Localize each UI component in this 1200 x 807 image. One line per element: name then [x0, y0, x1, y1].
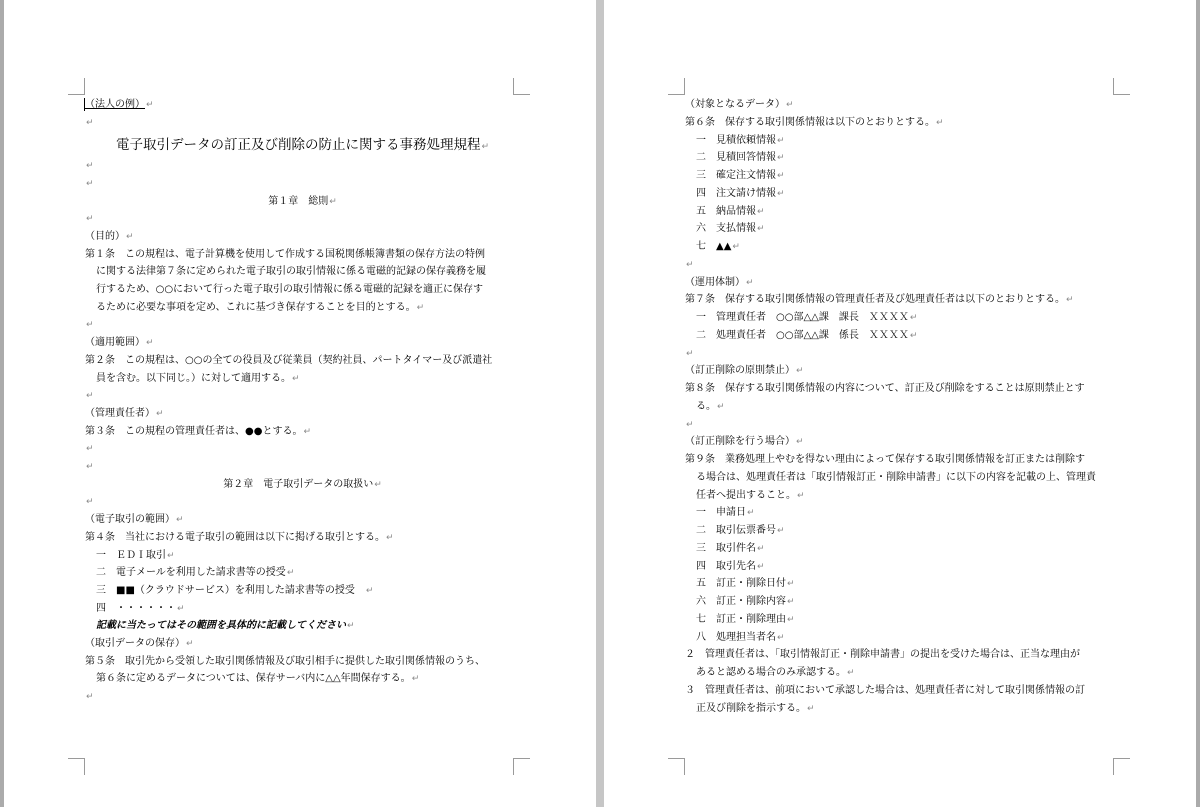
line-text: 第２章 電子取引データの取扱い: [223, 478, 374, 490]
paragraph-line: [696, 327, 917, 345]
line-text: る。: [696, 400, 716, 412]
paragraph-line: [685, 380, 1085, 398]
paragraph-line: [696, 132, 785, 150]
line-text: 二 電子メールを利用した請求書等の授受: [96, 567, 286, 579]
paragraph-mark-icon: ↵: [686, 348, 694, 359]
paragraph-line: [85, 96, 154, 114]
paragraph-line: [696, 203, 765, 221]
paragraph-line: [696, 558, 765, 576]
line-text: （対象となるデータ）: [685, 99, 785, 110]
line-text: 記載に当たってはその範囲を具体的に記載してください: [96, 620, 346, 632]
paragraph-line: [696, 309, 917, 327]
line-text: 一 見積依頼情報: [696, 134, 776, 146]
line-text: るために必要な事項を定め、これに基づき保存することを目的とする。: [96, 301, 416, 313]
paragraph-mark-icon: ↵: [747, 508, 755, 519]
paragraph-mark-icon: ↵: [797, 490, 805, 501]
paragraph-line: [696, 149, 785, 167]
line-text: る場合は、処理責任者は「取引情報訂正・削除申請書」に以下の内容を記載の上、管理責: [696, 471, 1096, 483]
line-text: ３ 管理責任者は、前項において承認した場合は、処理責任者に対して取引関係情報の訂: [685, 684, 1085, 696]
line-text: 一 管理責任者 ○○部△△課 課長 ＸＸＸＸ: [696, 312, 909, 323]
paragraph-mark-icon: ↵: [186, 639, 194, 649]
paragraph-line: [696, 593, 795, 611]
paragraph-mark-icon: ↵: [807, 703, 815, 714]
paragraph-mark-icon: ↵: [167, 550, 175, 561]
paragraph-line: [696, 185, 785, 203]
paragraph-mark-icon: ↵: [787, 579, 795, 590]
paragraph-line: [85, 193, 520, 211]
line-text: 第３条 この規程の管理責任者は、●●とする。: [85, 425, 303, 437]
paragraph-line: [696, 611, 795, 629]
line-text: 行するため、○○において行った電子取引の取引情報に係る電磁的記録を適正に保存す: [96, 284, 484, 295]
paragraph-mark-icon: ↵: [909, 330, 918, 341]
empty-paragraph: [685, 416, 694, 434]
paragraph-mark-icon: ↵: [777, 632, 785, 643]
line-text: 員を含む。以下同じ。）に対して適用する。: [96, 372, 291, 384]
paragraph-mark-icon: ↵: [746, 277, 754, 288]
paragraph-line: [85, 653, 485, 671]
margin-corner-top-right: [1113, 78, 1130, 95]
paragraph-line: [685, 433, 804, 451]
line-text: 第５条 取引先から受領した取引関係情報及び取引相手に提供した取引関係情報のうち、: [85, 655, 485, 667]
paragraph-mark-icon: ↵: [777, 153, 785, 164]
line-text: （訂正削除の原則禁止）: [685, 365, 795, 377]
paragraph-line: [685, 682, 1085, 700]
paragraph-mark-icon: ↵: [86, 444, 94, 455]
paragraph-line: [85, 352, 492, 370]
paragraph-mark-icon: ↵: [777, 188, 785, 199]
margin-corner-bottom-left: [68, 758, 85, 775]
paragraph-line: [85, 511, 184, 529]
empty-paragraph: [85, 175, 94, 193]
empty-paragraph: [685, 256, 694, 274]
paragraph-mark-icon: ↵: [286, 568, 295, 579]
line-text: 第２条 この規程は、○○の全ての役員及び従業員（契約社員、パートタイマー及び派遣社: [85, 354, 493, 366]
document-page-right[interactable]: [604, 0, 1196, 807]
paragraph-line: [696, 522, 785, 540]
line-text: 第１章 総則: [268, 195, 329, 207]
paragraph-mark-icon: ↵: [86, 497, 94, 508]
paragraph-mark-icon: ↵: [146, 338, 154, 349]
line-text: 三 ■■（クラウドサービス）を利用した請求書等の授受: [96, 584, 365, 596]
document-page-left[interactable]: [4, 0, 596, 807]
paragraph-mark-icon: ↵: [86, 214, 94, 225]
paragraph-line: [696, 664, 855, 682]
paragraph-mark-icon: ↵: [411, 674, 420, 685]
line-text: （目的）: [85, 230, 125, 242]
paragraph-line: [85, 476, 520, 494]
line-text: 二 処理責任者 ○○部△△課 係長 ＸＸＸＸ: [696, 329, 909, 341]
paragraph-mark-icon: ↵: [374, 479, 382, 490]
paragraph-mark-icon: ↵: [777, 526, 785, 536]
paragraph-line: [85, 246, 485, 264]
paragraph-line: [685, 451, 1085, 469]
paragraph-mark-icon: ↵: [176, 515, 184, 526]
paragraph-mark-icon: ↵: [347, 621, 355, 632]
paragraph-mark-icon: ↵: [787, 614, 795, 625]
line-text: 第８条 保存する取引関係情報の内容について、訂正及び削除をすることは原則禁止とす: [685, 383, 1085, 394]
paragraph-line: [96, 370, 300, 388]
paragraph-line: [96, 600, 185, 618]
line-text: 二 見積回答情報: [696, 152, 776, 164]
paragraph-mark-icon: ↵: [757, 206, 765, 217]
line-text: 三 取引件名: [696, 542, 756, 554]
paragraph-mark-icon: ↵: [777, 135, 785, 146]
margin-corner-bottom-left: [668, 758, 685, 775]
line-text: （法人の例）: [85, 99, 145, 110]
paragraph-line: [696, 700, 815, 718]
paragraph-mark-icon: ↵: [292, 373, 300, 384]
document-title: [85, 135, 520, 157]
line-text: （訂正削除を行う場合）: [685, 436, 795, 448]
line-text: 第４条 当社における電子取引の範囲は以下に掲げる取引とする。: [85, 531, 385, 543]
paragraph-line: [696, 540, 765, 558]
margin-corner-top-left: [668, 78, 685, 95]
empty-paragraph: [85, 210, 94, 228]
line-text: 七 訂正・削除理由: [696, 613, 786, 625]
paragraph-mark-icon: ↵: [156, 408, 164, 419]
paragraph-mark-icon: ↵: [481, 142, 490, 153]
paragraph-mark-icon: ↵: [717, 401, 725, 412]
line-text: 一 申請日: [696, 507, 746, 519]
paragraph-mark-icon: ↵: [177, 603, 185, 614]
line-text: 七 ▲▲: [696, 241, 732, 252]
line-text: （適用範囲）: [85, 337, 145, 349]
paragraph-mark-icon: ↵: [757, 543, 765, 554]
line-text: 八 処理担当者名: [696, 631, 776, 643]
paragraph-mark-icon: ↵: [86, 117, 94, 128]
paragraph-mark-icon: ↵: [365, 585, 374, 596]
paragraph-line: [685, 274, 754, 292]
line-text: 電子取引データの訂正及び削除の防止に関する事務処理規程: [115, 137, 481, 154]
line-text: 四 ・・・・・・: [96, 602, 176, 614]
paragraph-line: [96, 547, 175, 565]
paragraph-line: [96, 263, 486, 281]
paragraph-mark-icon: ↵: [757, 561, 765, 572]
paragraph-mark-icon: ↵: [796, 366, 804, 377]
paragraph-line: [696, 504, 755, 522]
paragraph-line: [696, 487, 805, 505]
line-text: （管理責任者）: [85, 407, 155, 419]
paragraph-mark-icon: ↵: [1066, 295, 1074, 306]
line-text: （運用体制）: [685, 276, 745, 288]
paragraph-mark-icon: ↵: [757, 224, 765, 235]
empty-paragraph: [85, 387, 94, 405]
paragraph-mark-icon: ↵: [126, 231, 134, 242]
paragraph-line: [685, 362, 804, 380]
paragraph-mark-icon: ↵: [787, 597, 795, 607]
paragraph-mark-icon: ↵: [86, 178, 94, 189]
line-text: 五 訂正・削除日付: [696, 578, 786, 590]
paragraph-line: [85, 405, 164, 423]
line-text: あると認める場合のみ承認する。: [696, 667, 846, 678]
line-text: 第７条 保存する取引関係情報の管理責任者及び処理責任者は以下のとおりとする。: [685, 294, 1065, 306]
empty-paragraph: [85, 157, 94, 175]
line-text: 四 取引先名: [696, 560, 756, 572]
paragraph-line: [696, 469, 1096, 487]
paragraph-mark-icon: ↵: [796, 437, 804, 448]
paragraph-line: [96, 582, 373, 600]
line-text: 一 ＥＤＩ取引: [96, 549, 166, 561]
empty-paragraph: [85, 114, 94, 132]
paragraph-mark-icon: ↵: [146, 100, 154, 110]
margin-corner-top-right: [513, 78, 530, 95]
paragraph-mark-icon: ↵: [786, 100, 794, 110]
paragraph-line: [85, 423, 311, 441]
line-text: 五 納品情報: [696, 205, 756, 217]
margin-corner-top-left: [68, 78, 85, 95]
empty-paragraph: [85, 440, 94, 458]
paragraph-mark-icon: ↵: [329, 196, 337, 207]
paragraph-line: [96, 281, 483, 299]
paragraph-mark-icon: ↵: [303, 426, 311, 437]
paragraph-line: [696, 398, 725, 416]
paragraph-line: [696, 575, 795, 593]
line-text: 二 取引伝票番号: [696, 525, 776, 536]
paragraph-mark-icon: ↵: [936, 117, 944, 128]
paragraph-line: [696, 238, 740, 256]
line-text: 第６条 保存する取引関係情報は以下のとおりとする。: [685, 116, 935, 128]
line-text: ２ 管理責任者は、「取引情報訂正・削除申請書」の提出を受けた場合は、正当な理由が: [685, 649, 1080, 661]
paragraph-line: [685, 291, 1074, 309]
empty-paragraph: [85, 458, 94, 476]
paragraph-mark-icon: ↵: [732, 242, 740, 252]
paragraph-line: [685, 96, 794, 114]
line-text: 三 確定注文情報: [696, 170, 776, 181]
line-text: に関する法律第７条に定められた電子取引の取引情報に係る電磁的記録の保存義務を履: [96, 266, 486, 278]
paragraph-line: [696, 629, 785, 647]
paragraph-line: [96, 670, 419, 688]
line-text: 六 支払情報: [696, 223, 756, 235]
paragraph-line: [85, 635, 194, 653]
paragraph-mark-icon: ↵: [86, 320, 94, 331]
empty-paragraph: [85, 316, 94, 334]
line-text: 第６条に定めるデータについては、保存サーバ内に△△年間保存する。: [96, 673, 411, 685]
paragraph-mark-icon: ↵: [86, 692, 94, 703]
paragraph-line: [85, 334, 154, 352]
line-text: 正及び削除を指示する。: [696, 702, 806, 714]
line-text: 第１条 この規程は、電子計算機を使用して作成する国税関係帳簿書類の保存方法の特例: [85, 248, 485, 260]
paragraph-line: [96, 299, 424, 317]
paragraph-mark-icon: ↵: [686, 419, 694, 430]
line-text: 四 注文請け情報: [696, 187, 776, 199]
empty-paragraph: [685, 345, 694, 363]
paragraph-mark-icon: ↵: [86, 462, 94, 472]
line-text: 第９条 業務処理上やむを得ない理由によって保存する取引関係情報を訂正または削除す: [685, 454, 1085, 465]
paragraph-mark-icon: ↵: [386, 532, 394, 543]
paragraph-line: [85, 228, 134, 246]
page-separator: [596, 0, 604, 807]
paragraph-mark-icon: ↵: [86, 161, 94, 172]
margin-corner-bottom-right: [513, 758, 530, 775]
paragraph-line: [685, 114, 944, 132]
paragraph-line: [696, 220, 765, 238]
paragraph-line: [96, 617, 355, 635]
line-text: （電子取引の範囲）: [85, 514, 175, 526]
line-text: 任者へ提出すること。: [696, 489, 796, 501]
margin-corner-bottom-right: [1113, 758, 1130, 775]
paragraph-mark-icon: ↵: [416, 302, 425, 313]
paragraph-mark-icon: ↵: [686, 259, 694, 270]
paragraph-mark-icon: ↵: [777, 171, 785, 181]
paragraph-line: [685, 646, 1080, 664]
paragraph-mark-icon: ↵: [847, 668, 855, 678]
empty-paragraph: [85, 493, 94, 511]
line-text: 六 訂正・削除内容: [696, 596, 786, 607]
paragraph-line: [696, 167, 785, 185]
paragraph-mark-icon: ↵: [86, 391, 94, 402]
paragraph-line: [85, 529, 394, 547]
paragraph-mark-icon: ↵: [909, 313, 918, 323]
empty-paragraph: [85, 688, 94, 706]
paragraph-line: [96, 564, 294, 582]
line-text: （取引データの保存）: [85, 638, 185, 649]
